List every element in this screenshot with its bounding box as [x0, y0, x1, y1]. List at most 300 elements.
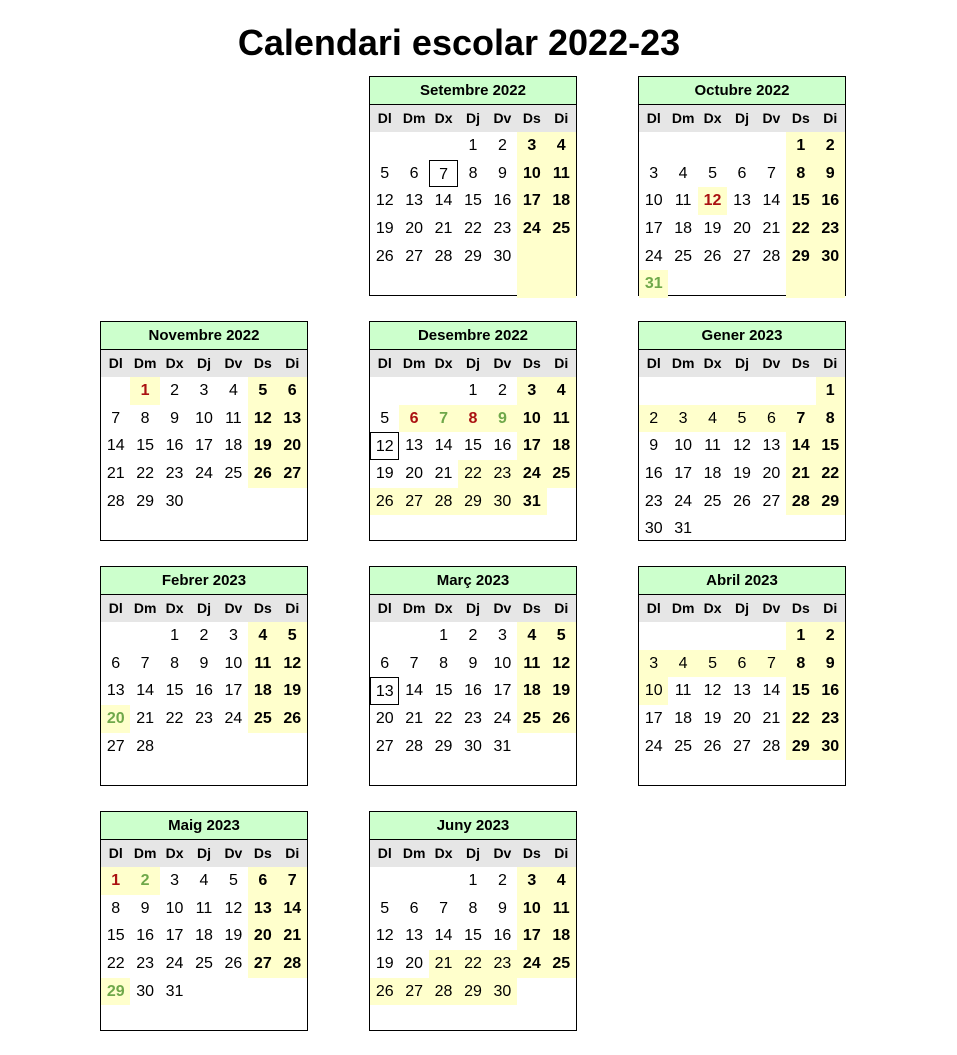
empty-cell — [248, 1005, 277, 1033]
day-cell: 8 — [468, 164, 478, 182]
week-row — [370, 650, 576, 678]
day-cell: 8 — [786, 650, 815, 678]
weekday-label: Dv — [493, 355, 512, 371]
empty-cell — [189, 515, 218, 543]
month-calendar — [369, 76, 577, 296]
empty-cell — [101, 760, 130, 788]
day-cell: 25 — [547, 215, 576, 243]
empty-cell — [727, 377, 756, 405]
month-title: Desembre 2022 — [370, 322, 576, 350]
week-row — [370, 867, 576, 895]
day-cell: 17 — [517, 187, 546, 215]
week-row — [370, 622, 576, 650]
day-cell: 15 — [464, 192, 482, 210]
empty-cell — [547, 243, 576, 271]
day-cell: 14 — [106, 437, 125, 455]
day-cell: 16 — [136, 927, 155, 945]
day-cell: 24 — [517, 950, 546, 978]
week-row — [101, 515, 307, 543]
day-cell: 7 — [766, 164, 776, 182]
day-cell: 24 — [517, 460, 546, 488]
week-row — [639, 187, 845, 215]
week-row — [101, 950, 307, 978]
day-cell: 30 — [816, 243, 845, 271]
day-cell: 9 — [497, 164, 507, 182]
empty-cell — [429, 132, 458, 160]
weekday-label: Ds — [522, 845, 541, 861]
weekday-label: Ds — [522, 110, 541, 126]
day-cell: 11 — [225, 409, 242, 427]
day-cell: 16 — [195, 682, 213, 700]
empty-cell — [668, 377, 697, 405]
empty-cell — [429, 377, 458, 405]
day-cell: 18 — [547, 187, 576, 215]
day-cell: 2 — [497, 872, 507, 889]
day-cell: 13 — [733, 682, 751, 700]
day-cell: 7 — [278, 867, 307, 895]
day-cell: 2 — [468, 627, 478, 644]
day-cell: 23 — [136, 955, 155, 973]
day-cell: 1 — [786, 132, 815, 160]
month-title: Juny 2023 — [370, 812, 576, 840]
day-cell: 17 — [165, 927, 184, 945]
day-cell: 29 — [458, 978, 487, 1006]
empty-cell — [698, 132, 727, 160]
weekday-label: Di — [823, 600, 838, 616]
day-cell: 22 — [786, 215, 815, 243]
day-cell: 1 — [101, 867, 130, 895]
day-cell: 29 — [101, 978, 130, 1006]
day-cell: 23 — [493, 220, 512, 238]
day-cell: 6 — [380, 654, 390, 672]
day-cell: 20 — [375, 710, 394, 728]
day-cell: 12 — [375, 192, 394, 210]
empty-cell — [189, 1005, 218, 1033]
weekday-header — [101, 840, 307, 867]
day-cell: 31 — [674, 520, 693, 538]
day-cell: 28 — [405, 737, 424, 755]
day-cell: 15 — [786, 677, 815, 705]
day-cell: 18 — [248, 677, 277, 705]
empty-cell — [698, 270, 727, 298]
empty-cell — [370, 1005, 399, 1033]
empty-cell — [219, 760, 248, 788]
empty-cell — [517, 760, 546, 788]
day-cell: 24 — [165, 955, 184, 973]
day-cell: 10 — [517, 160, 546, 188]
day-cell: 30 — [464, 737, 482, 755]
week-row — [370, 705, 576, 733]
weekday-label: Dl — [646, 355, 661, 371]
day-cell: 19 — [733, 465, 751, 483]
day-cell: 30 — [488, 488, 517, 516]
week-row — [101, 733, 307, 761]
week-row — [370, 922, 576, 950]
day-cell: 29 — [136, 492, 155, 510]
empty-cell — [816, 760, 845, 788]
week-row — [370, 432, 576, 460]
day-cell: 17 — [493, 682, 512, 700]
week-row — [370, 132, 576, 160]
day-cell: 11 — [547, 160, 576, 188]
empty-cell — [219, 488, 248, 516]
weekday-label: Dv — [224, 355, 243, 371]
month-calendar — [100, 566, 308, 786]
day-cell: 24 — [674, 492, 693, 510]
week-row — [370, 760, 576, 788]
week-row — [639, 405, 845, 433]
empty-cell — [727, 132, 756, 160]
day-cell: 25 — [703, 492, 722, 510]
day-cell: 13 — [278, 405, 307, 433]
day-cell: 16 — [493, 927, 512, 945]
day-cell: 3 — [517, 132, 546, 160]
day-cell: 11 — [547, 895, 576, 923]
empty-cell — [488, 270, 517, 298]
week-row — [639, 215, 845, 243]
day-cell: 2 — [130, 867, 159, 895]
day-cell: 10 — [674, 437, 693, 455]
day-cell: 23 — [195, 710, 213, 728]
week-row — [101, 432, 307, 460]
day-cell: 22 — [464, 220, 482, 238]
empty-cell — [278, 515, 307, 543]
empty-cell — [160, 1005, 189, 1033]
day-cell: 21 — [405, 710, 424, 728]
day-cell: 20 — [733, 220, 751, 238]
day-cell: 13 — [370, 677, 399, 705]
day-cell: 29 — [816, 488, 845, 516]
empty-cell — [639, 132, 668, 160]
weekday-label: Dx — [165, 600, 184, 616]
weekday-label: Dl — [377, 110, 392, 126]
empty-cell — [429, 515, 458, 543]
weekday-label: Di — [554, 355, 569, 371]
week-row — [370, 978, 576, 1006]
day-cell: 11 — [547, 405, 576, 433]
day-cell: 28 — [136, 737, 155, 755]
day-cell: 21 — [434, 465, 453, 483]
empty-cell — [786, 515, 815, 543]
weekday-label: Di — [554, 600, 569, 616]
day-cell: 28 — [762, 737, 781, 755]
day-cell: 9 — [649, 437, 659, 455]
week-row — [639, 243, 845, 271]
week-row — [370, 270, 576, 298]
day-cell: 8 — [816, 405, 845, 433]
day-cell: 27 — [399, 978, 428, 1006]
day-cell: 7 — [111, 409, 121, 427]
week-row — [639, 460, 845, 488]
day-cell: 9 — [468, 654, 478, 672]
day-cell: 27 — [106, 737, 125, 755]
empty-cell — [547, 1005, 576, 1033]
weekday-label: Dx — [434, 600, 453, 616]
day-cell: 26 — [703, 247, 722, 265]
day-cell: 23 — [488, 460, 517, 488]
empty-cell — [278, 733, 307, 761]
day-cell: 6 — [409, 899, 419, 917]
day-cell: 3 — [497, 627, 507, 644]
day-cell: 11 — [674, 192, 692, 210]
day-cell: 24 — [224, 710, 243, 728]
weekday-label: Dm — [402, 110, 426, 126]
day-cell: 26 — [370, 978, 399, 1006]
empty-cell — [639, 377, 668, 405]
week-row — [639, 760, 845, 788]
day-cell: 28 — [786, 488, 815, 516]
week-row — [101, 405, 307, 433]
empty-cell — [757, 377, 786, 405]
day-cell: 4 — [698, 405, 727, 433]
day-cell: 14 — [434, 437, 453, 455]
day-cell: 12 — [375, 927, 394, 945]
weekday-label: Dl — [108, 600, 123, 616]
weekday-label: Dl — [646, 110, 661, 126]
day-cell: 6 — [409, 164, 419, 182]
day-cell: 15 — [464, 927, 482, 945]
day-cell: 30 — [165, 492, 184, 510]
empty-cell — [429, 270, 458, 298]
weekday-label: Dj — [196, 355, 211, 371]
month-calendar — [369, 811, 577, 1031]
weekday-label: Dv — [493, 845, 512, 861]
month-calendar — [638, 566, 846, 786]
week-row — [639, 432, 845, 460]
month-title: Novembre 2022 — [101, 322, 307, 350]
weekday-label: Dm — [133, 355, 157, 371]
day-cell: 18 — [703, 465, 722, 483]
day-cell: 11 — [248, 650, 277, 678]
day-cell: 17 — [195, 437, 213, 455]
day-cell: 4 — [248, 622, 277, 650]
day-cell: 4 — [668, 650, 697, 678]
day-cell: 19 — [703, 710, 722, 728]
day-cell: 13 — [733, 192, 751, 210]
day-cell: 9 — [140, 899, 150, 917]
weekday-label: Dl — [377, 600, 392, 616]
day-cell: 5 — [228, 872, 238, 889]
empty-cell — [727, 515, 756, 543]
empty-cell — [698, 515, 727, 543]
day-cell: 23 — [488, 950, 517, 978]
day-cell: 26 — [248, 460, 277, 488]
day-cell: 14 — [405, 682, 424, 700]
day-cell: 4 — [547, 377, 576, 405]
day-cell: 23 — [464, 710, 482, 728]
day-cell: 5 — [248, 377, 277, 405]
day-cell: 5 — [547, 622, 576, 650]
day-cell: 18 — [674, 710, 693, 728]
empty-cell — [101, 377, 130, 405]
day-cell: 25 — [224, 465, 243, 483]
weekday-label: Ds — [791, 355, 810, 371]
day-cell: 13 — [405, 192, 424, 210]
day-cell: 27 — [762, 492, 781, 510]
day-cell: 23 — [165, 465, 184, 483]
month-title: Setembre 2022 — [370, 77, 576, 105]
weekday-label: Dl — [646, 600, 661, 616]
day-cell: 10 — [165, 899, 184, 917]
day-cell: 25 — [195, 955, 213, 973]
day-cell: 3 — [228, 627, 238, 644]
weekday-header — [639, 105, 845, 132]
day-cell: 29 — [786, 243, 815, 271]
month-title: Abril 2023 — [639, 567, 845, 595]
week-row — [639, 650, 845, 678]
empty-cell — [668, 760, 697, 788]
day-cell: 4 — [517, 622, 546, 650]
day-cell: 29 — [434, 737, 453, 755]
month-title: Maig 2023 — [101, 812, 307, 840]
empty-cell — [130, 1005, 159, 1033]
month-calendar — [100, 811, 308, 1031]
day-cell: 8 — [170, 654, 179, 672]
empty-cell — [370, 867, 399, 895]
day-cell: 7 — [429, 405, 458, 433]
empty-cell — [248, 488, 277, 516]
week-row — [101, 460, 307, 488]
day-cell: 16 — [493, 192, 512, 210]
day-cell: 21 — [434, 220, 453, 238]
week-row — [370, 895, 576, 923]
empty-cell — [399, 377, 428, 405]
week-row — [370, 377, 576, 405]
day-cell: 27 — [405, 247, 424, 265]
day-cell: 9 — [816, 650, 845, 678]
day-cell: 13 — [762, 437, 781, 455]
week-row — [370, 160, 576, 188]
day-cell: 26 — [278, 705, 307, 733]
day-cell: 27 — [248, 950, 277, 978]
empty-cell — [517, 733, 546, 761]
empty-cell — [219, 978, 248, 1006]
day-cell: 20 — [405, 955, 424, 973]
empty-cell — [219, 1005, 248, 1033]
weekday-label: Ds — [791, 600, 810, 616]
empty-cell — [160, 760, 189, 788]
empty-cell — [547, 733, 576, 761]
empty-cell — [189, 733, 218, 761]
weekday-label: Ds — [253, 845, 272, 861]
weekday-label: Dx — [434, 845, 453, 861]
day-cell: 15 — [136, 437, 155, 455]
weekday-label: Dx — [703, 600, 722, 616]
week-row — [101, 922, 307, 950]
day-cell: 6 — [737, 164, 747, 182]
weekday-label: Dl — [108, 355, 123, 371]
week-row — [101, 622, 307, 650]
day-cell: 31 — [493, 737, 512, 755]
weekday-label: Dv — [224, 600, 243, 616]
empty-cell — [370, 515, 399, 543]
empty-cell — [429, 1005, 458, 1033]
empty-cell — [399, 270, 428, 298]
day-cell: 14 — [762, 682, 781, 700]
weekday-label: Dx — [434, 355, 453, 371]
weekday-label: Dl — [108, 845, 123, 861]
weekday-header — [370, 105, 576, 132]
weekday-label: Di — [554, 845, 569, 861]
day-cell: 19 — [224, 927, 243, 945]
day-cell: 16 — [493, 437, 512, 455]
day-cell: 11 — [674, 682, 692, 700]
day-cell: 4 — [199, 872, 209, 889]
day-cell: 22 — [136, 465, 155, 483]
empty-cell — [668, 622, 697, 650]
empty-cell — [130, 760, 159, 788]
day-cell: 7 — [140, 654, 150, 672]
weekday-label: Ds — [522, 600, 541, 616]
day-cell: 29 — [464, 247, 482, 265]
week-row — [370, 950, 576, 978]
empty-cell — [189, 760, 218, 788]
day-cell: 20 — [101, 705, 130, 733]
empty-cell — [278, 978, 307, 1006]
empty-cell — [698, 622, 727, 650]
day-cell: 8 — [111, 899, 121, 917]
day-cell: 16 — [816, 187, 845, 215]
day-cell: 21 — [278, 922, 307, 950]
day-cell: 12 — [224, 899, 243, 917]
day-cell: 22 — [106, 955, 125, 973]
empty-cell — [278, 1005, 307, 1033]
day-cell: 26 — [224, 955, 243, 973]
empty-cell — [370, 760, 399, 788]
day-cell: 18 — [547, 922, 576, 950]
day-cell: 9 — [816, 160, 845, 188]
day-cell: 10 — [644, 192, 663, 210]
day-cell: 30 — [136, 982, 155, 1000]
day-cell: 18 — [547, 432, 576, 460]
weekday-header — [639, 595, 845, 622]
day-cell: 18 — [517, 677, 546, 705]
day-cell: 16 — [816, 677, 845, 705]
day-cell: 30 — [816, 733, 845, 761]
day-cell: 1 — [786, 622, 815, 650]
empty-cell — [517, 515, 546, 543]
day-cell: 5 — [380, 409, 390, 427]
month-title: Març 2023 — [370, 567, 576, 595]
empty-cell — [786, 377, 815, 405]
day-cell: 15 — [786, 187, 815, 215]
day-cell: 13 — [106, 682, 125, 700]
empty-cell — [399, 1005, 428, 1033]
day-cell: 2 — [816, 132, 845, 160]
empty-cell — [399, 622, 428, 650]
day-cell: 26 — [375, 247, 394, 265]
empty-cell — [547, 760, 576, 788]
day-cell: 31 — [165, 982, 184, 1000]
weekday-label: Dm — [133, 600, 157, 616]
day-cell: 21 — [762, 220, 781, 238]
day-cell: 12 — [278, 650, 307, 678]
empty-cell — [458, 515, 487, 543]
day-cell: 3 — [170, 872, 179, 889]
day-cell: 21 — [786, 460, 815, 488]
day-cell: 25 — [547, 950, 576, 978]
day-cell: 20 — [405, 220, 424, 238]
empty-cell — [488, 515, 517, 543]
day-cell: 24 — [517, 215, 546, 243]
day-cell: 22 — [434, 710, 453, 728]
weekday-label: Di — [285, 600, 300, 616]
day-cell: 1 — [170, 627, 179, 644]
week-row — [101, 895, 307, 923]
empty-cell — [786, 270, 815, 298]
weekday-label: Di — [823, 110, 838, 126]
day-cell: 1 — [468, 872, 478, 889]
